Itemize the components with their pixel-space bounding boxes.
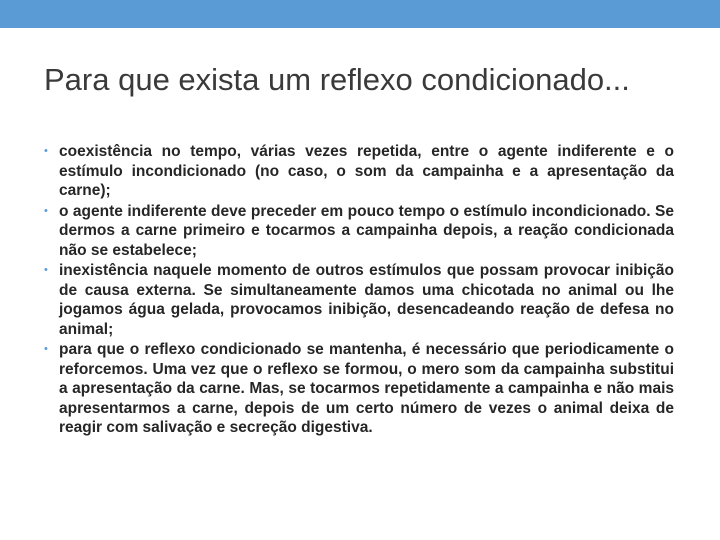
bullet-list: [44, 142, 674, 439]
top-accent-bar: [0, 0, 720, 28]
bullet-dot-icon: •: [44, 264, 48, 276]
bullet-text: para que o reflexo condicionado se mantenha, é necessário que periodicamente o reforcemos. Uma vez que o reflexo se formou, o mero som da campainha substitui a apresentação da carne. Mas, se tocarmos repetidamente a campainha e não mais apresentarmos a carne, depois de um certo número de vezes o animal deixa de reagir com salivação e secreção digestiva.: [59, 341, 674, 436]
bullet-item: [44, 142, 674, 201]
bullet-text: coexistência no tempo, várias vezes repetida, entre o agente indiferente e o estímulo incondicionado (no caso, o som da campainha e a apresentação da carne);: [59, 143, 674, 199]
bullet-text: inexistência naquele momento de outros estímulos que possam provocar inibição de causa externa. Se simultaneamente damos uma chicotada no animal ou lhe jogamos água gelada, provocamos inibição, desencadeando reação de defesa no animal;: [59, 262, 674, 338]
bullet-item: [44, 202, 674, 261]
bullet-dot-icon: •: [44, 204, 48, 217]
bullet-dot-icon: •: [44, 145, 48, 157]
bullet-dot-icon: •: [44, 343, 48, 355]
bullet-text: o agente indiferente deve preceder em pouco tempo o estímulo incondicionado. Se dermos a carne primeiro e tocarmos a campainha depois, a reação condicionada não se estabelece;: [59, 202, 674, 259]
bullet-item: [44, 261, 674, 339]
bullet-item: [44, 340, 674, 438]
slide-title: Para que exista um reflexo condicionado...: [44, 62, 630, 97]
